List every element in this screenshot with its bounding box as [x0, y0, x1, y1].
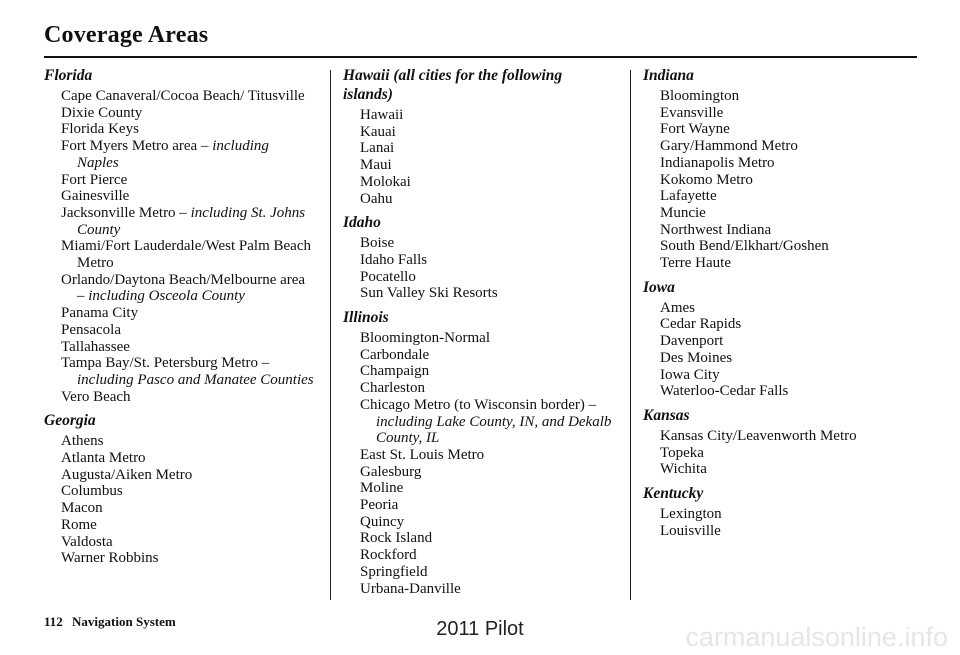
- section-name: Navigation System: [72, 614, 176, 629]
- coverage-area-item: [643, 105, 913, 122]
- area-name: Rome: [61, 516, 97, 533]
- area-note: including Naples: [77, 138, 269, 171]
- area-name: Kokomo Metro: [660, 171, 753, 188]
- area-note: – including Lake County, IN, and Dekalb County, IL: [376, 396, 612, 447]
- coverage-area-item: [343, 174, 613, 191]
- column-1: [44, 66, 314, 567]
- coverage-area-item: [643, 155, 913, 172]
- area-name: Maui: [360, 157, 392, 174]
- coverage-area-item: [643, 383, 913, 400]
- coverage-area-item: [643, 523, 913, 540]
- coverage-area-item: [643, 255, 913, 272]
- area-note: including Osceola County: [88, 288, 245, 305]
- area-name: Molokai: [360, 173, 411, 190]
- area-name: Terre Haute: [660, 255, 731, 272]
- coverage-area-item: [643, 350, 913, 367]
- page-title: Coverage Areas: [44, 22, 209, 48]
- coverage-area-item: [643, 506, 913, 523]
- area-name: Dixie County: [61, 104, 143, 121]
- area-name: Warner Robbins: [61, 550, 159, 567]
- area-name: Charleston: [360, 380, 425, 397]
- area-name: Jacksonville Metro –: [61, 204, 191, 221]
- area-name: Orlando/Daytona Beach/Melbourne area –: [61, 271, 306, 305]
- area-name: Wichita: [660, 461, 707, 478]
- area-name: Fort Wayne: [660, 121, 730, 138]
- area-name: Columbus: [61, 483, 123, 500]
- area-name: Champaign: [360, 363, 430, 380]
- coverage-area-item: [343, 480, 613, 497]
- coverage-area-item: [343, 140, 613, 157]
- state-heading: Florida: [44, 67, 93, 84]
- area-name: Kauai: [360, 123, 396, 140]
- area-name: Cedar Rapids: [660, 316, 742, 333]
- coverage-area-item: [343, 564, 613, 581]
- coverage-area-item: [643, 222, 913, 239]
- area-name: Northwest Indiana: [660, 221, 772, 238]
- coverage-area-item: [643, 205, 913, 222]
- area-name: Gainesville: [61, 188, 130, 205]
- area-name: Tampa Bay/St. Petersburg Metro –: [61, 355, 270, 372]
- coverage-area-item: [343, 464, 613, 481]
- area-name: Macon: [61, 500, 103, 517]
- coverage-area-item: [44, 467, 314, 484]
- coverage-area-item: [343, 124, 613, 141]
- area-name: Muncie: [660, 204, 706, 221]
- coverage-area-item: [343, 157, 613, 174]
- area-name: Rock Island: [360, 530, 433, 547]
- coverage-area-item: [643, 172, 913, 189]
- coverage-area-item: [643, 428, 913, 445]
- area-name: Quincy: [360, 513, 405, 530]
- area-note: including St. Johns County: [77, 204, 306, 238]
- coverage-area-item: [44, 105, 314, 122]
- coverage-area-item: [44, 389, 314, 406]
- area-name: Springfield: [360, 563, 428, 580]
- area-name: Valdosta: [61, 533, 113, 550]
- coverage-area-item: [343, 330, 613, 347]
- area-name: Sun Valley Ski Resorts: [360, 285, 498, 302]
- area-name: Fort Pierce: [61, 171, 128, 188]
- column-3: [643, 66, 913, 539]
- column-divider: [330, 70, 331, 600]
- coverage-area-item: [343, 530, 613, 547]
- column-divider: [630, 70, 631, 600]
- coverage-area-item: [643, 316, 913, 333]
- coverage-area-item: [44, 355, 314, 388]
- area-name: Atlanta Metro: [61, 450, 146, 467]
- coverage-area-item: [44, 272, 314, 305]
- coverage-area-item: [44, 550, 314, 567]
- coverage-area-item: [44, 483, 314, 500]
- coverage-area-item: [44, 517, 314, 534]
- column-2: [343, 66, 613, 597]
- area-name: Bloomington-Normal: [360, 330, 490, 347]
- coverage-area-item: [44, 205, 314, 238]
- area-name: Evansville: [660, 104, 724, 121]
- area-name: Pocatello: [360, 268, 416, 285]
- coverage-area-item: [643, 300, 913, 317]
- state-heading: Illinois: [343, 309, 389, 327]
- area-name: Panama City: [61, 305, 139, 322]
- area-name: Gary/Hammond Metro: [660, 138, 798, 155]
- coverage-area-item: [643, 333, 913, 350]
- area-name: Moline: [360, 480, 404, 497]
- area-name: Galesburg: [360, 463, 422, 480]
- area-name: Lexington: [660, 506, 722, 523]
- coverage-area-item: [343, 285, 613, 302]
- page-number: 112: [44, 614, 63, 629]
- coverage-area-item: [343, 347, 613, 364]
- state-heading: Kentucky: [643, 485, 704, 503]
- area-name: South Bend/Elkhart/Goshen: [660, 238, 829, 255]
- area-name: East St. Louis Metro: [360, 446, 485, 463]
- area-name: Bloomington: [660, 88, 740, 104]
- area-name: Vero Beach: [61, 388, 131, 405]
- coverage-area-item: [44, 188, 314, 205]
- area-name: Topeka: [660, 444, 704, 461]
- coverage-area-item: [44, 322, 314, 339]
- area-name: Iowa City: [660, 366, 720, 383]
- coverage-area-item: [44, 88, 314, 105]
- state-heading: Iowa: [643, 278, 675, 296]
- area-name: Louisville: [660, 522, 721, 539]
- area-name: Des Moines: [660, 349, 733, 366]
- coverage-area-item: [44, 433, 314, 450]
- area-name: Urbana-Danville: [360, 580, 461, 597]
- area-name: Oahu: [360, 190, 393, 207]
- coverage-area-item: [643, 445, 913, 462]
- coverage-area-item: [643, 121, 913, 138]
- area-name: Hawaii: [360, 107, 404, 123]
- area-name: Rockford: [360, 547, 417, 564]
- coverage-area-item: [343, 252, 613, 269]
- state-heading: Georgia: [44, 412, 96, 430]
- area-name: Miami/Fort Lauderdale/West Palm Beach Metro: [61, 238, 311, 272]
- coverage-area-item: [343, 581, 613, 598]
- coverage-area-item: [343, 547, 613, 564]
- area-name: Fort Myers Metro area –: [61, 138, 213, 155]
- coverage-area-item: [343, 497, 613, 514]
- coverage-area-item: [44, 534, 314, 551]
- title-divider: [44, 56, 917, 58]
- coverage-area-item: [44, 172, 314, 189]
- area-note: including Pasco and Manatee Counties: [77, 371, 314, 388]
- coverage-area-item: [643, 138, 913, 155]
- area-name: Lafayette: [660, 188, 717, 205]
- coverage-area-item: [44, 121, 314, 138]
- coverage-area-item: [343, 191, 613, 208]
- area-name: Davenport: [660, 333, 724, 350]
- coverage-area-item: [44, 238, 314, 271]
- area-name: Indianapolis Metro: [660, 154, 775, 171]
- coverage-area-item: [343, 363, 613, 380]
- area-name: Peoria: [360, 497, 399, 514]
- coverage-area-item: [643, 88, 913, 105]
- coverage-area-item: [44, 305, 314, 322]
- coverage-area-item: [44, 339, 314, 356]
- area-name: Ames: [660, 299, 695, 316]
- area-name: Chicago Metro (to Wisconsin border): [360, 396, 589, 413]
- area-name: Cape Canaveral/Cocoa Beach/ Titusville: [61, 88, 305, 104]
- area-name: Waterloo-Cedar Falls: [660, 383, 789, 400]
- area-name: Kansas City/Leavenworth Metro: [660, 427, 857, 444]
- area-name: Florida Keys: [61, 121, 139, 138]
- coverage-area-item: [44, 450, 314, 467]
- coverage-area-item: [343, 269, 613, 286]
- state-heading: Kansas: [643, 406, 690, 424]
- coverage-area-item: [643, 461, 913, 478]
- area-name: Pensacola: [61, 321, 121, 338]
- model-watermark: 2011 Pilot: [436, 618, 524, 640]
- coverage-area-item: [643, 367, 913, 384]
- area-name: Tallahassee: [61, 338, 130, 355]
- area-name: Carbondale: [360, 346, 430, 363]
- area-name: Idaho Falls: [360, 251, 428, 268]
- area-name: Boise: [360, 235, 395, 252]
- site-watermark: carmanualsonline.info: [685, 622, 948, 652]
- coverage-area-item: [343, 107, 613, 124]
- coverage-area-item: [643, 188, 913, 205]
- state-heading: Indiana: [643, 67, 694, 84]
- coverage-area-item: [343, 397, 613, 447]
- coverage-area-item: [643, 238, 913, 255]
- coverage-area-item: [343, 514, 613, 531]
- state-heading: Hawaii (all cities for the following islands): [343, 67, 563, 103]
- state-heading: Idaho: [343, 214, 381, 232]
- coverage-area-item: [343, 447, 613, 464]
- coverage-area-item: [343, 235, 613, 252]
- area-name: Lanai: [360, 140, 395, 157]
- area-name: Athens: [61, 433, 104, 450]
- coverage-area-item: [44, 138, 314, 171]
- area-name: Augusta/Aiken Metro: [61, 466, 193, 483]
- coverage-area-item: [343, 380, 613, 397]
- coverage-area-item: [44, 500, 314, 517]
